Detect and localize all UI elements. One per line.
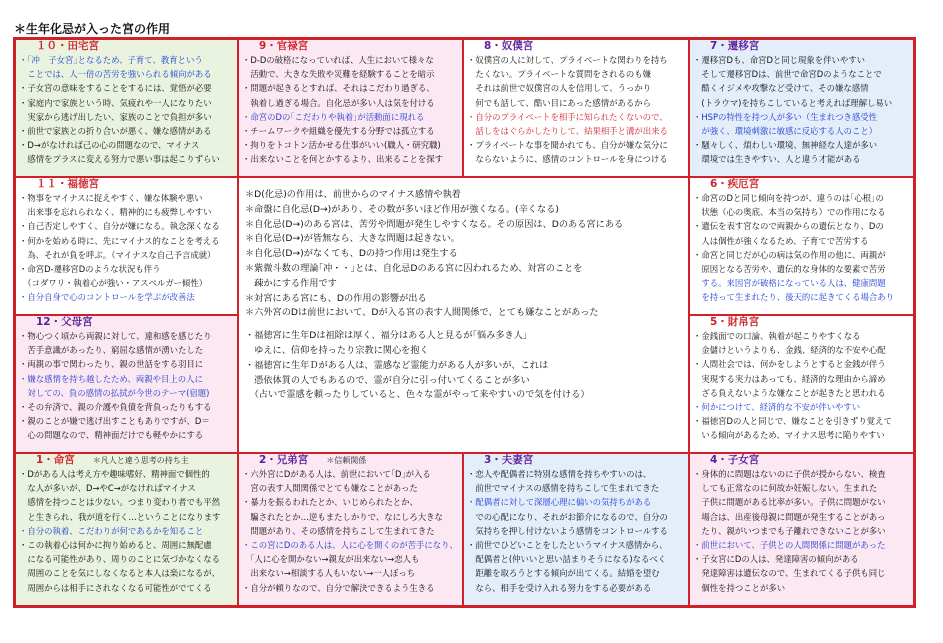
palace-line: 配偶者と(仲いいと思い詰まりそうになる)なるべく (467, 554, 667, 565)
palace-line: ・チームワークや組織を優先する分野では孤立する (242, 126, 435, 137)
palace-line: たくない。プライベートな質問をされるのも嫌 (467, 69, 651, 80)
palace-line: 活動で、大きな失敗や災難を経験することを暗示 (242, 69, 435, 80)
center-line: ＊D(化忌)の作用は、前世からのマイナス感情や執着 (245, 189, 461, 200)
palace-line: 発達障害は遺伝なので、生まれてくる子供も同じ (693, 568, 886, 579)
palace-line: なら、相手を受け入れる努力をする必要がある (467, 582, 652, 593)
palace-heading-text: 1・命宮 (36, 454, 75, 466)
palace-line: ・この執着心は何かに拘り始めると、周囲に無配慮 (19, 540, 212, 551)
palace-line: ・D-Dの破格になっていれば、人生において様々な (242, 55, 434, 65)
center-line: ・福徳宮に生年Ｄがある人は、霊感など霊能力がある人が多いが、これは (245, 359, 549, 371)
palace-line: ・奴僕宮の人に対して、プライベートな関わりを持ち (467, 55, 668, 65)
palace-line: になる可能性があり、周りのことに気づかなくなる (19, 554, 220, 565)
palace-line: ・自分の執着、こだわりが何であるかを知ること (19, 525, 204, 536)
palace-line: ・子女宮にDの人は、発達障害の傾向がある (693, 554, 859, 565)
palace-line: 心の問題なので、精神面だけでも軽やかにする (19, 430, 204, 441)
palace-line: 酷くイジメや攻撃など受けて、その嫌な感情 (693, 83, 869, 94)
palace-line: ・金銭面での口論、執着が起こりやすくなる (693, 331, 861, 341)
center-line: ＊紫微斗数の理論｢冲・・｣とは、自化忌Dのある宮に囚われるため、対宮のことを (245, 262, 583, 274)
palace-line: ・福徳宮Dの人と同じで、嫌なことを引きずり覚えて (693, 416, 892, 427)
palace-line: ・両親の事で関わったり、親の世話をする羽目に (19, 359, 204, 370)
palace-heading-text: 2・兄弟宮 (259, 454, 309, 466)
palace-heading (464, 40, 688, 53)
palace-3-fusai (463, 453, 689, 606)
palace-note: ＊凡人と違う思考の持ち主 (92, 456, 189, 465)
palace-heading-text: 7・遷移宮 (710, 40, 760, 52)
palace-line: ・この宮にDのある人は、人に心を開くのが苦手になり、 (242, 540, 458, 551)
palace-heading-text: １１・福徳宮 (36, 178, 99, 190)
palace-line: での心配になり、それがお節介になるので、自分の (467, 511, 668, 522)
palace-line: 感情をプラスに変える努力で悪い事は起こりずらい (19, 154, 220, 165)
palace-line: ・物心つく頃から両親に対して、違和感を感じたり (19, 331, 212, 341)
palace-line: する。来因宮が破格になっている人は、健康問題 (693, 278, 886, 289)
palace-9-kanroku (238, 39, 463, 177)
palace-line: ・問題が起きるとすれば、それはこだわり過ぎる、 (242, 83, 435, 94)
center-line: ＊自化忌(D→)が皆無なら、大きな問題は起きない。 (245, 233, 460, 245)
palace-line: ・何かにつけて、経済的な不安が伴いやすい (693, 402, 861, 413)
palace-heading-text: 12・父母宮 (36, 316, 93, 328)
palace-line: ・命宮D-遷移宮Dのような状況も伴う (19, 264, 161, 275)
palace-line: 状態（心の奥底、本当の気持ち）での作用になる (693, 207, 886, 218)
palace-heading (16, 40, 237, 53)
palace-line: 周囲のことを気にしなくなると本人は楽になるが、 (19, 568, 220, 579)
palace-line: ・暴力を振るわれたとか、いじめられたとか、 (242, 497, 418, 508)
palace-heading-text: 6・疾厄宮 (710, 178, 760, 190)
palace-line: ・自己否定しやすく、自分が嫌になる。執念深くなる (19, 221, 220, 232)
palace-heading (464, 454, 688, 467)
center-line: ＊自化忌(D→)がなくても、Dの持つ作用は発生する (245, 248, 458, 260)
palace-line: と生きられ、我が道を行く…ということになります (19, 511, 221, 522)
center-line: ＊命盤に自化忌(D→)があり、その数が多いほど作用が強くなる。(辛くなる) (245, 203, 559, 215)
palace-heading (16, 316, 237, 329)
palace-line: 感情を持つことは少ない。つまり変わり者でも平然 (19, 497, 220, 508)
palace-heading-text: 4・子女宮 (710, 454, 760, 466)
palace-line: 宮の表す人間関係でとても嫌なことがあった (242, 483, 418, 494)
palace-heading-text: 3・夫妻宮 (484, 454, 534, 466)
palace-line: ｢人に心を開かない→親友が出来ない→恋人も (242, 554, 420, 565)
palace-10-tiantaku (15, 39, 238, 177)
palace-chart (13, 37, 916, 608)
palace-heading-text: １０・田宅宮 (36, 40, 99, 52)
palace-line: (トラウマ)を持ちこしていると考えれば理解し易い (693, 97, 893, 108)
center-line: （占いで霊感を頼ったりしていると、色々な霊がやって来やすいので気を付ける） (245, 389, 590, 401)
palace-line: しても正常なのに何故か妊娠しない。生まれた (693, 483, 878, 494)
palace-line: ・Dがある人は考え方や趣味嗜好、精神面で個性的 (19, 469, 210, 479)
palace-line: 前世でマイナスの感情を持ちこして生まれてきた (467, 483, 660, 494)
palace-line: 実現する実力はあっても、経済的な理由から諦め (693, 373, 886, 384)
palace-line: ・HSPの特性を持つ人が多い（生まれつき感受性 (693, 111, 877, 122)
palace-line: ・出来ないことを何とかするより、出来ることを探す (242, 154, 443, 165)
palace-heading (690, 454, 913, 467)
palace-line: ・命宮と同じだが心の病は気の作用の他に、両親が (693, 249, 886, 260)
palace-line: 出来ない→相談する人もいない→一人ぼっち (242, 568, 416, 579)
palace-line: 原因となる苦労や、遺伝的な身体的な要素で苦労 (693, 264, 886, 275)
palace-12-fubo (15, 315, 238, 453)
palace-line: ・物事をマイナスに捉えやすく、嫌な体験や悪い (19, 193, 203, 203)
palace-8-doboku (463, 39, 689, 177)
palace-heading (239, 40, 462, 53)
palace-line: ざる負えないような嫌なことが起きたと思われる (693, 387, 886, 398)
palace-line: ・命宮のDと同じ傾向を持つが、違うのは｢心根｣の (693, 193, 884, 203)
palace-line: 話しをはぐらかしたりして、結果相手と溝が出来る (467, 126, 668, 137)
center-line: ＊対宮にある宮にも、Dの作用の影響が出る (245, 292, 427, 304)
palace-line: ・人間社会では、何かをしようとすると金銭が伴う (693, 359, 886, 370)
palace-5-zaihaku (689, 315, 914, 453)
palace-line: 周囲からは相手にされなくなる可能性がでてくる (19, 582, 212, 593)
palace-line: 金儲けというよりも、金銭、経済的な不安や心配 (693, 345, 886, 356)
center-line: 憑依体質の人でもあるので、霊が自分に引っ付いてくることが多い (245, 374, 530, 386)
palace-line: ・自分が頼りなので、自分で解決できるよう生きる (242, 582, 435, 593)
palace-line: ・親のことが嫌で逃げ出すこともありですが、D＝ (19, 416, 210, 427)
palace-line: ・その弁済で、親の介護や負債を背負ったりもする (19, 402, 212, 413)
palace-line: ・自分自身で心のコントロールを学ぶが改善法 (19, 292, 195, 303)
palace-line: ・六外宮にDがある人は、前世において｢D｣が入る (242, 469, 431, 479)
palace-line: ・遺伝を表す宮なので両親からの遺伝となり、Dの (693, 221, 884, 232)
palace-line: を持って生まれたり、後天的に起きてくる場合あり (693, 292, 894, 303)
palace-heading (690, 40, 913, 53)
palace-heading (690, 316, 913, 329)
palace-heading (239, 454, 462, 467)
center-line: ・福徳宮に生年Dは祖除は厚く、福分はある人と見るが｢悩み多き人｣ (245, 330, 528, 342)
center-notes (238, 177, 689, 453)
palace-line: いる傾向があるため、マイナス思考に陥りやすい (693, 430, 885, 441)
palace-line: ・前世で家族との折り合いが悪く、嫌な感情がある (19, 126, 212, 137)
palace-line: ・遷移宮Dも、命宮Dと同じ現象を伴いやすい (693, 55, 866, 65)
palace-line: ・配偶者に対して深層心理に偏いの気持ちがある (467, 497, 652, 508)
palace-1-mei (15, 453, 238, 606)
palace-line: ・自分のプライベートを相手に知られたくないので、 (467, 111, 668, 122)
palace-note: ＊信頼関係 (326, 456, 367, 465)
palace-line: ・前世でひどいことをしたというマイナス感情から、 (467, 540, 668, 551)
center-line: ＊六外宮のDは前世において、Dが入る宮の表す人間関係で、とても嫌なことがあった (245, 307, 599, 319)
palace-heading (690, 178, 913, 191)
palace-line: 距離を取ろうとする傾向が出てくる。結婚を望む (467, 568, 660, 579)
palace-line: ・命宮のDの｢こだわりや執着｣が活動面に現れる (242, 111, 425, 122)
palace-line: 騙されたとか…逆もまたしかりで、なにしろ大きな (242, 511, 443, 522)
palace-line: ・拘りをトコトン活かせる仕事がいい(職人・研究職) (242, 140, 441, 151)
palace-line: 出来事を忘れられなく、精神的にも疲弊しやすい (19, 207, 212, 218)
palace-line: ・何かを始める時に、先にマイナス的なことを考える (19, 235, 220, 246)
palace-line: ・プライベートな事を聞かれても、自分が嫌な気分に (467, 140, 668, 151)
palace-heading-text: 9・官禄宮 (259, 40, 309, 52)
palace-line: 為、それが負を呼ぶ。（マイナスな自己予言成就） (19, 249, 216, 260)
palace-line: ・前世において、子供との人間関係に問題があった (693, 540, 886, 551)
palace-line: 問題があり、その感情を持ちこして生まれてきた (242, 525, 435, 536)
palace-line: ・騒々しく、煩わしい環境、無神経な人達が多い (693, 140, 878, 151)
palace-line: ・恋人や配偶者に特別な感情を持ちやすいのは、 (467, 469, 652, 479)
palace-line: ・子女宮の意味をすることをするには、覚悟が必要 (19, 83, 212, 94)
palace-line: 個性を持つことが多い (693, 582, 786, 593)
palace-line: 子供に問題がある比率が多い。子供に問題がない (693, 497, 886, 508)
palace-line: な人が多いが、D→やC→がなければマイナス (19, 483, 196, 494)
palace-heading-text: 8・奴僕宮 (484, 40, 534, 52)
palace-line: 苦手意識があったり、窮屈な感情が湧いたした (19, 345, 204, 356)
palace-2-kyodai (238, 453, 463, 606)
palace-line: 実家から逃げ出したい、家族のことで負担が多い (19, 111, 212, 122)
palace-line: 人は個性が強くなるため、子育てで苦労する (693, 235, 869, 246)
center-line: ゆえに、信仰を持ったり宗教に関心を抱く (245, 344, 429, 356)
palace-line: それは前世で奴僕宮の人を信用して、うっかり (467, 83, 652, 94)
palace-heading (16, 178, 237, 191)
palace-line: 場合は、出産後母親に問題が発生することがあっ (693, 511, 886, 522)
palace-line: 対しての、負の感情の払拭が今世のテーマ(宿題) (19, 387, 210, 398)
palace-7-seni (689, 39, 914, 177)
palace-6-shitsuyaku (689, 177, 914, 315)
center-line: ＊自化忌(D→)のある宮は、苦労や問題が発生しやすくなる。その原因は、Dのある宮にある (245, 218, 624, 230)
palace-line: 何でも話して、酷い目にあった感情があるから (467, 97, 651, 108)
palace-line: 気持ちを押し付けないよう感情をコントロールする (467, 525, 668, 536)
palace-line: たり、親がいつまでも子離れできないことが多い (693, 525, 886, 536)
palace-line: ならないように、感情のコントロールを身につける (467, 154, 668, 165)
palace-line: （コダワリ・執着心が強い・アスペルガー傾性） (19, 278, 208, 289)
palace-line: ・D→がなければ己の心の問題なので、マイナス (19, 140, 200, 151)
palace-heading (16, 454, 237, 467)
palace-11-fukutoku (15, 177, 238, 315)
palace-line: ことでは、人一倍の苦労を強いられる傾向がある (19, 69, 212, 80)
palace-line: そして遷移宮Dは、前世で命宮Dのようなことで (693, 69, 882, 80)
palace-line: ・身体的に問題はないのに子供が授からない、検査 (693, 469, 886, 479)
palace-line: ・｢冲 子女宮｣となるため、子育て、教育という (19, 55, 203, 65)
palace-line: が強く、環境刺激に敏感に反応する人のこと） (693, 126, 878, 137)
palace-line: ・家庭内で家族という時、気疲れや一人になりたい (19, 97, 212, 108)
palace-heading-text: 5・財帛宮 (710, 316, 760, 328)
center-line: 疎かにする作用です (245, 277, 337, 289)
palace-4-shijo (689, 453, 914, 606)
palace-line: 環境では生きやすい、人と違う才能がある (693, 154, 861, 165)
page-title: ＊生年化忌が入った宮の作用 (14, 22, 171, 36)
center-spacer (245, 321, 688, 329)
palace-line: ・嫌な感情を持ち越したため、両親や目上の人に (19, 373, 203, 384)
palace-line: 執着し過ぎる場合。自化忌が多い人は気を付ける (242, 97, 435, 108)
